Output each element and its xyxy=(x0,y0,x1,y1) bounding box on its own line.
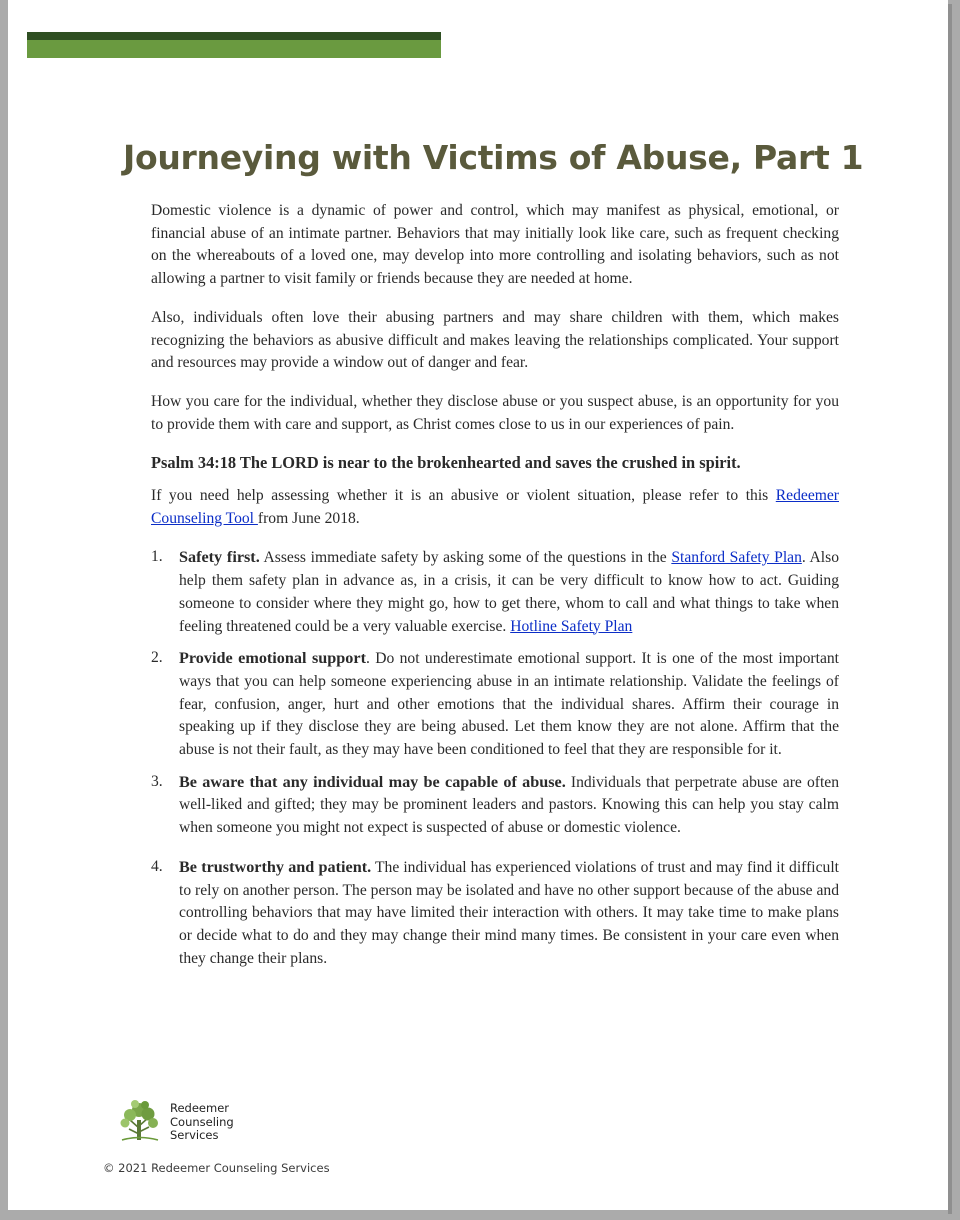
list-number: 4. xyxy=(151,857,163,875)
paragraph-help xyxy=(151,485,839,530)
list-item xyxy=(151,771,839,840)
header-bar-light xyxy=(27,40,441,58)
list-lead: Safety first. xyxy=(179,548,260,567)
list-text: The individual has experienced violations of trust and may find it difficult to rely on another person. The person may be isolated and have no other support because of the abuse and controlling behaviors that may have limited their interaction with others. It may take time to make plans or decide what to do and they may change their mind many times. Be consistent in your care even when they change their plans. xyxy=(179,858,839,967)
list-lead: Be trustworthy and patient. xyxy=(179,857,372,876)
list-item xyxy=(151,856,839,971)
paragraph-intro: Domestic violence is a dynamic of power and control, which may manifest as physical, emotional, or financial abuse of an intimate partner. Behaviors that may initially look like care, such as frequent checking on the whereabouts of a loved one, may develop into more controlling and isolating behaviors, such as not allowing a partner to visit family or friends because they are needed at home. xyxy=(151,202,839,288)
list-text: Assess immediate safety by asking some of the questions in the xyxy=(259,549,672,567)
list-number: 1. xyxy=(151,548,163,566)
help-text-before: If you need help assessing whether it is an abusive or violent situation, please refer to this xyxy=(151,487,776,505)
stanford-safety-plan-link[interactable]: Stanford Safety Plan xyxy=(671,549,802,567)
hotline-safety-plan-link[interactable]: Hotline Safety Plan xyxy=(510,617,633,635)
logo-line: Counseling xyxy=(170,1114,234,1129)
list-number: 3. xyxy=(151,772,163,790)
organization-logo xyxy=(116,1098,256,1146)
header-bar-dark xyxy=(27,32,441,40)
logo-text xyxy=(170,1102,234,1143)
list-lead: Provide emotional support xyxy=(179,649,366,668)
list-lead: Be aware that any individual may be capable of abuse. xyxy=(179,772,566,791)
document-title: Journeying with Victims of Abuse, Part 1 xyxy=(123,138,864,177)
paragraph-love: Also, individuals often love their abusing partners and may share children with them, which makes recognizing the behaviors as abusive difficult and makes leaving the relationships complicated. Your support and resources may provide a window out of danger and fear. xyxy=(151,308,839,372)
document-body xyxy=(151,200,839,979)
help-text-after: from June 2018. xyxy=(257,509,360,527)
redeemer-counseling-tool-link[interactable]: Redeemer Counseling Tool xyxy=(151,487,839,527)
page-shadow xyxy=(948,4,952,1214)
copyright-footer: © 2021 Redeemer Counseling Services xyxy=(103,1161,330,1175)
document-page xyxy=(8,0,948,1210)
list-text: Individuals that perpetrate abuse are often well-liked and gifted; they may be prominent leaders and pastors. Knowing this can help you stay calm when someone you might not expect is suspected of abuse or domestic violence. xyxy=(179,773,839,837)
list-text: . Do not underestimate emotional support. It is one of the most important ways that you can help someone experiencing abuse in an intimate relationship. Validate the feelings of fear, confusion, anger, hurt and other emotions that the individual shares. Affirm their courage in speaking up if they disclose they are being abused. Let them know they are not alone. Affirm that the abuse is not their fault, as they may have been conditioned to feel that they are responsible for it. xyxy=(179,650,839,759)
logo-line: Services xyxy=(170,1128,219,1142)
psalm-verse: Psalm 34:18 The LORD is near to the brokenhearted and saves the crushed in spirit. xyxy=(151,453,741,473)
tree-logo-icon xyxy=(116,1098,164,1144)
list-item xyxy=(151,546,839,638)
list-number: 2. xyxy=(151,649,163,667)
paragraph-care: How you care for the individual, whether they disclose abuse or you suspect abuse, is an opportunity for you to provide them with care and support, as Christ comes close to us in our experiences of pain. xyxy=(151,392,839,433)
list-item xyxy=(151,647,839,762)
logo-line: Redeemer xyxy=(170,1101,230,1115)
tips-list xyxy=(151,546,839,970)
list-text: . Also help them safety plan in advance as, in a crisis, it can be very difficult to know how to act. Guiding someone to consider where they might go, how to get there, whom to call and what things to take when feeling threatened could be a very valuable exercise. xyxy=(179,549,840,635)
